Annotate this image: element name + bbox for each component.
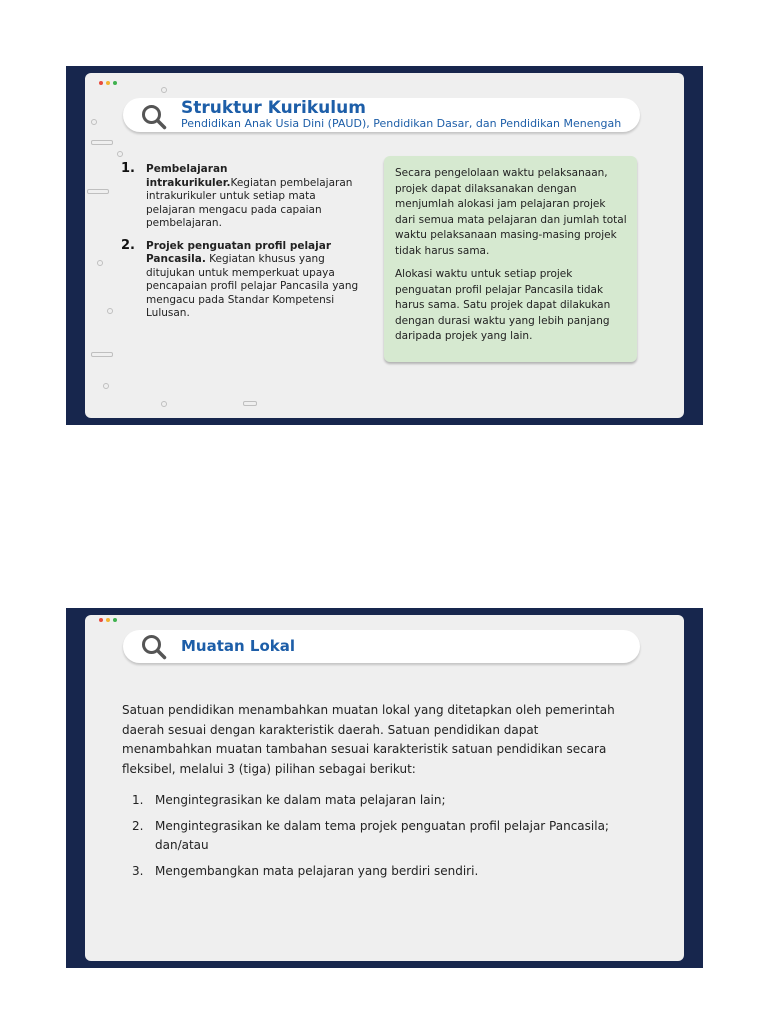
list-item [122, 862, 632, 881]
decor-circle-icon [97, 260, 103, 266]
list-item [122, 817, 632, 855]
red-dot-icon [99, 81, 103, 85]
slide-panel [85, 73, 684, 418]
list-number: 2. [132, 819, 144, 833]
yellow-dot-icon [106, 81, 110, 85]
list-number: 1. [121, 161, 135, 176]
list-number: 3. [132, 864, 144, 878]
page-subtitle: Pendidikan Anak Usia Dini (PAUD), Pendidikan Dasar, dan Pendidikan Menengah [181, 117, 622, 130]
decor-circle-icon [117, 151, 123, 157]
decor-circle-icon [103, 383, 109, 389]
green-dot-icon [113, 81, 117, 85]
decor-bar-icon [87, 189, 109, 194]
list-item-text: Mengintegrasikan ke dalam mata pelajaran lain; [155, 793, 446, 807]
list-item-text: Mengintegrasikan ke dalam tema projek penguatan profil pelajar Pancasila; dan/atau [155, 819, 609, 852]
title-bar [123, 630, 640, 663]
title-group [181, 98, 621, 130]
list-item [121, 237, 361, 321]
decor-circle-icon [91, 119, 97, 125]
list-item-text: Kegiatan khusus yang ditujukan untuk memperkuat upaya pencapaian profil pelajar Pancasila yang mengacu pada Standar Kompetensi Lulusan. [146, 253, 359, 319]
list-number: 2. [121, 237, 135, 253]
search-icon [141, 104, 167, 130]
list-number: 1. [132, 793, 144, 807]
slide-struktur-kurikulum [66, 66, 703, 425]
window-dots [99, 81, 117, 85]
slide-muatan-lokal [66, 608, 703, 968]
decor-circle-icon [107, 308, 113, 314]
green-dot-icon [113, 618, 117, 622]
title-bar [123, 98, 640, 132]
intro-paragraph: Satuan pendidikan menambahkan muatan lokal yang ditetapkan oleh pemerintah daerah sesuai dengan karakteristik daerah. Satuan pendidikan dapat menambahkan muatan tambahan sesuai karakteristik satuan pendidikan secara fleksibel, melalui 3 (tiga) pilihan sebagai berikut: [122, 703, 615, 776]
window-dots [99, 618, 117, 622]
info-note-box [384, 156, 637, 362]
decor-bar-icon [91, 140, 113, 145]
yellow-dot-icon [106, 618, 110, 622]
list-item [122, 791, 632, 810]
page-title: Muatan Lokal [181, 637, 296, 655]
decor-circle-icon [161, 87, 167, 93]
list-item-heading: Projek penguatan profil pelajar Pancasila. [146, 239, 332, 265]
list-item [121, 163, 361, 231]
search-icon [141, 634, 167, 660]
note-paragraph: Alokasi waktu untuk setiap projek penguatan profil pelajar Pancasila tidak harus sama. Satu projek dapat dilakukan dengan durasi waktu yang lebih panjang daripada projek yang lain. [395, 268, 611, 342]
options-list [122, 791, 632, 881]
slide-panel [85, 615, 684, 961]
curriculum-list [121, 163, 361, 330]
page-title: Struktur Kurikulum [181, 98, 366, 118]
title-group [181, 630, 295, 663]
list-item-text: Kegiatan pembelajaran intrakurikuler untuk setiap mata pelajaran mengacu pada capaian pembelajaran. [146, 176, 353, 229]
red-dot-icon [99, 618, 103, 622]
content-body [122, 701, 632, 888]
note-paragraph: Secara pengelolaan waktu pelaksanaan, projek dapat dilaksanakan dengan menjumlah alokasi jam pelajaran projek dari semua mata pelajaran dan jumlah total waktu pelaksanaan masing-masing projek tidak harus sama. [395, 167, 627, 257]
decor-circle-icon [161, 401, 167, 407]
decor-bar-icon [91, 352, 113, 357]
decor-bar-icon [243, 401, 257, 406]
list-item-text: Mengembangkan mata pelajaran yang berdiri sendiri. [155, 864, 479, 878]
list-item-heading: Pembelajaran intrakurikuler. [146, 163, 231, 189]
